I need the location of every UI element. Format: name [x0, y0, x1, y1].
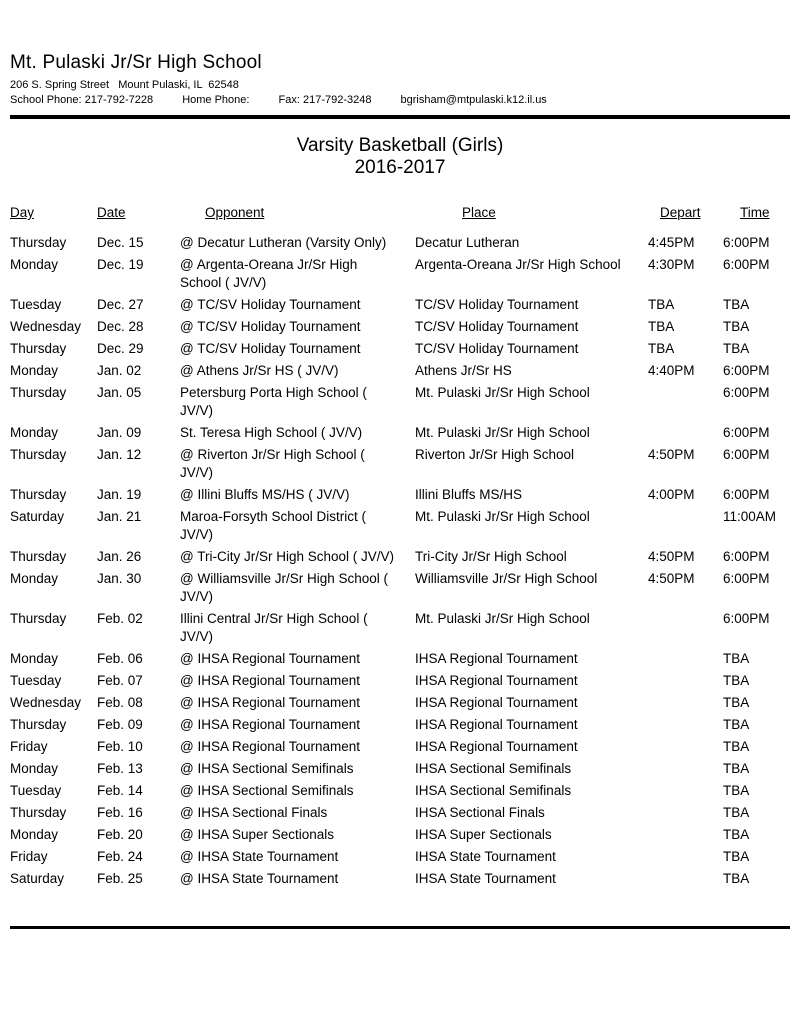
cell-opponent: @ Illini Bluffs MS/HS ( JV/V) [180, 487, 350, 502]
schedule-row [10, 804, 790, 826]
cell-depart: TBA [648, 297, 675, 312]
cell-place: Argenta-Oreana Jr/Sr High School [415, 257, 621, 272]
cell-time: TBA [723, 651, 750, 666]
cell-depart [648, 694, 723, 716]
cell-opponent: @ IHSA Regional Tournament [180, 695, 361, 710]
schedule-row [10, 318, 790, 340]
cell-time: TBA [723, 827, 750, 842]
cell-opponent: @ IHSA Regional Tournament [180, 739, 361, 754]
cell-time: TBA [723, 739, 750, 754]
schedule-table [10, 205, 790, 892]
cell-time: 6:00PM [723, 363, 770, 378]
cell-day: Friday [10, 849, 48, 864]
cell-date: Jan. 05 [97, 385, 142, 400]
cell-day: Thursday [10, 487, 67, 502]
cell-day: Thursday [10, 717, 67, 732]
cell-place: Tri-City Jr/Sr High School [415, 549, 567, 564]
school-address: 206 S. Spring Street Mount Pulaski, IL 62548 [10, 79, 239, 91]
cell-depart [648, 782, 723, 804]
fax-number: Fax: 217-792-3248 [278, 94, 372, 106]
cell-depart [648, 508, 723, 548]
document-title [10, 135, 790, 179]
cell-time: TBA [723, 783, 750, 798]
column-header-opponent: Opponent [205, 205, 265, 220]
cell-time: TBA [723, 341, 750, 356]
schedule-row [10, 738, 790, 760]
cell-opponent: @ Athens Jr/Sr HS ( JV/V) [180, 363, 339, 378]
cell-day: Wednesday [10, 695, 82, 710]
schedule-row [10, 548, 790, 570]
cell-date: Jan. 21 [97, 509, 142, 524]
schedule-row [10, 826, 790, 848]
schedule-row [10, 256, 790, 296]
schedule-row [10, 716, 790, 738]
cell-place: IHSA Regional Tournament [415, 695, 578, 710]
cell-time: TBA [723, 319, 750, 334]
column-header-place: Place [462, 205, 496, 220]
cell-opponent: @ IHSA Regional Tournament [180, 717, 361, 732]
school-name: Mt. Pulaski Jr/Sr High School [10, 52, 262, 73]
cell-date: Jan. 12 [97, 447, 142, 462]
cell-depart [648, 826, 723, 848]
cell-place: Illini Bluffs MS/HS [415, 487, 523, 502]
schedule-row [10, 362, 790, 384]
cell-place: Decatur Lutheran [415, 235, 520, 250]
cell-opponent: @ Riverton Jr/Sr High School ( JV/V) [180, 447, 365, 480]
cell-depart [648, 650, 723, 672]
cell-day: Thursday [10, 341, 67, 356]
cell-day: Thursday [10, 447, 67, 462]
cell-opponent: @ TC/SV Holiday Tournament [180, 341, 361, 356]
cell-day: Tuesday [10, 673, 62, 688]
cell-time: TBA [723, 849, 750, 864]
cell-place: Mt. Pulaski Jr/Sr High School [415, 611, 590, 626]
home-phone-label: Home Phone: [182, 94, 250, 106]
cell-place: IHSA Regional Tournament [415, 717, 578, 732]
cell-date: Dec. 29 [97, 341, 144, 356]
cell-date: Jan. 19 [97, 487, 142, 502]
cell-place: IHSA Regional Tournament [415, 651, 578, 666]
cell-place: TC/SV Holiday Tournament [415, 297, 579, 312]
cell-opponent: @ Decatur Lutheran (Varsity Only) [180, 235, 387, 250]
schedule-row [10, 486, 790, 508]
schedule-row [10, 782, 790, 804]
cell-time: TBA [723, 297, 750, 312]
cell-day: Saturday [10, 509, 65, 524]
cell-time: 6:00PM [723, 571, 770, 586]
cell-place: IHSA State Tournament [415, 849, 556, 864]
cell-day: Wednesday [10, 319, 82, 334]
cell-opponent: @ IHSA Sectional Semifinals [180, 783, 354, 798]
cell-place: Mt. Pulaski Jr/Sr High School [415, 425, 590, 440]
schedule-row [10, 234, 790, 256]
cell-date: Jan. 26 [97, 549, 142, 564]
cell-place: IHSA Sectional Semifinals [415, 783, 572, 798]
cell-date: Feb. 02 [97, 611, 143, 626]
cell-day: Tuesday [10, 783, 62, 798]
cell-time: 6:00PM [723, 487, 770, 502]
cell-time: TBA [723, 871, 750, 886]
cell-depart: 4:45PM [648, 235, 695, 250]
cell-depart: 4:40PM [648, 363, 695, 378]
cell-opponent: @ IHSA State Tournament [180, 871, 339, 886]
cell-day: Monday [10, 761, 59, 776]
cell-opponent: @ Argenta-Oreana Jr/Sr High School ( JV/V) [180, 257, 358, 290]
cell-place: Athens Jr/Sr HS [415, 363, 512, 378]
cell-date: Dec. 19 [97, 257, 144, 272]
cell-time: TBA [723, 761, 750, 776]
schedule-row [10, 508, 790, 548]
cell-date: Feb. 09 [97, 717, 143, 732]
cell-depart [648, 804, 723, 826]
cell-day: Monday [10, 571, 59, 586]
cell-place: Williamsville Jr/Sr High School [415, 571, 598, 586]
cell-day: Monday [10, 651, 59, 666]
column-header-date: Date [97, 205, 126, 220]
cell-time: TBA [723, 673, 750, 688]
cell-place: IHSA Regional Tournament [415, 673, 578, 688]
cell-place: Riverton Jr/Sr High School [415, 447, 575, 462]
email-address: bgrisham@mtpulaski.k12.il.us [400, 94, 547, 106]
cell-depart [648, 384, 723, 424]
cell-depart [648, 870, 723, 892]
cell-place: IHSA State Tournament [415, 871, 556, 886]
cell-date: Jan. 30 [97, 571, 142, 586]
cell-date: Feb. 07 [97, 673, 143, 688]
cell-opponent: @ IHSA Regional Tournament [180, 651, 361, 666]
schedule-row [10, 296, 790, 318]
school-phone: School Phone: 217-792-7228 [10, 94, 154, 106]
schedule-row [10, 694, 790, 716]
footer-divider [10, 926, 790, 929]
cell-day: Thursday [10, 385, 67, 400]
cell-day: Tuesday [10, 297, 62, 312]
cell-place: IHSA Sectional Semifinals [415, 761, 572, 776]
cell-depart: 4:50PM [648, 549, 695, 564]
cell-opponent: @ Tri-City Jr/Sr High School ( JV/V) [180, 549, 394, 564]
cell-date: Jan. 09 [97, 425, 142, 440]
cell-day: Monday [10, 425, 59, 440]
cell-day: Thursday [10, 805, 67, 820]
cell-time: 6:00PM [723, 425, 770, 440]
cell-opponent: Illini Central Jr/Sr High School ( JV/V) [180, 611, 368, 644]
column-header-time: Time [740, 205, 770, 220]
cell-date: Feb. 25 [97, 871, 143, 886]
cell-date: Jan. 02 [97, 363, 142, 378]
cell-day: Thursday [10, 235, 67, 250]
cell-place: Mt. Pulaski Jr/Sr High School [415, 509, 590, 524]
cell-opponent: @ Williamsville Jr/Sr High School ( JV/V) [180, 571, 388, 604]
cell-depart [648, 610, 723, 650]
cell-date: Feb. 06 [97, 651, 143, 666]
cell-date: Feb. 14 [97, 783, 143, 798]
cell-day: Friday [10, 739, 48, 754]
cell-time: TBA [723, 805, 750, 820]
cell-opponent: @ IHSA Super Sectionals [180, 827, 335, 842]
cell-place: Mt. Pulaski Jr/Sr High School [415, 385, 590, 400]
cell-date: Feb. 13 [97, 761, 143, 776]
schedule-row [10, 446, 790, 486]
schedule-row [10, 384, 790, 424]
cell-day: Monday [10, 257, 59, 272]
cell-place: IHSA Super Sectionals [415, 827, 552, 842]
cell-day: Thursday [10, 611, 67, 626]
cell-time: 11:00AM [723, 509, 777, 524]
cell-place: TC/SV Holiday Tournament [415, 341, 579, 356]
cell-time: 6:00PM [723, 447, 770, 462]
schedule-row [10, 870, 790, 892]
cell-depart [648, 716, 723, 738]
schedule-row [10, 848, 790, 870]
cell-time: 6:00PM [723, 385, 770, 400]
cell-opponent: @ IHSA Sectional Finals [180, 805, 328, 820]
cell-depart [648, 672, 723, 694]
cell-date: Feb. 24 [97, 849, 143, 864]
cell-time: 6:00PM [723, 257, 770, 272]
schedule-row [10, 340, 790, 362]
cell-date: Dec. 15 [97, 235, 144, 250]
schedule-row [10, 424, 790, 446]
cell-opponent: Maroa-Forsyth School District ( JV/V) [180, 509, 367, 542]
schedule-row [10, 570, 790, 610]
cell-opponent: @ IHSA Regional Tournament [180, 673, 361, 688]
title-line-2: 2016-2017 [354, 157, 446, 178]
cell-date: Dec. 28 [97, 319, 144, 334]
schedule-row [10, 672, 790, 694]
cell-depart [648, 848, 723, 870]
cell-depart [648, 738, 723, 760]
cell-depart: 4:50PM [648, 571, 695, 586]
cell-depart [648, 424, 723, 446]
cell-day: Monday [10, 827, 59, 842]
cell-time: TBA [723, 717, 750, 732]
cell-day: Thursday [10, 549, 67, 564]
cell-date: Feb. 08 [97, 695, 143, 710]
cell-time: 6:00PM [723, 611, 770, 626]
cell-depart: TBA [648, 341, 675, 356]
cell-place: IHSA Regional Tournament [415, 739, 578, 754]
column-header-depart: Depart [660, 205, 701, 220]
cell-place: IHSA Sectional Finals [415, 805, 545, 820]
document-header [10, 52, 790, 119]
cell-time: TBA [723, 695, 750, 710]
cell-date: Dec. 27 [97, 297, 144, 312]
contact-line [10, 94, 790, 106]
schedule-row [10, 650, 790, 672]
cell-time: 6:00PM [723, 235, 770, 250]
schedule-row [10, 760, 790, 782]
cell-date: Feb. 16 [97, 805, 143, 820]
cell-opponent: @ TC/SV Holiday Tournament [180, 297, 361, 312]
cell-date: Feb. 10 [97, 739, 143, 754]
cell-depart: TBA [648, 319, 675, 334]
cell-place: TC/SV Holiday Tournament [415, 319, 579, 334]
cell-day: Saturday [10, 871, 65, 886]
cell-opponent: @ TC/SV Holiday Tournament [180, 319, 361, 334]
cell-day: Monday [10, 363, 59, 378]
cell-depart: 4:30PM [648, 257, 695, 272]
column-header-day: Day [10, 205, 35, 220]
schedule-header-row [10, 205, 790, 234]
cell-time: 6:00PM [723, 549, 770, 564]
cell-date: Feb. 20 [97, 827, 143, 842]
cell-depart [648, 760, 723, 782]
cell-depart: 4:50PM [648, 447, 695, 462]
cell-depart: 4:00PM [648, 487, 695, 502]
cell-opponent: @ IHSA State Tournament [180, 849, 339, 864]
cell-opponent: @ IHSA Sectional Semifinals [180, 761, 354, 776]
title-line-1: Varsity Basketball (Girls) [296, 135, 504, 156]
cell-opponent: St. Teresa High School ( JV/V) [180, 425, 363, 440]
header-divider [10, 115, 790, 119]
schedule-row [10, 610, 790, 650]
cell-opponent: Petersburg Porta High School ( JV/V) [180, 385, 367, 418]
